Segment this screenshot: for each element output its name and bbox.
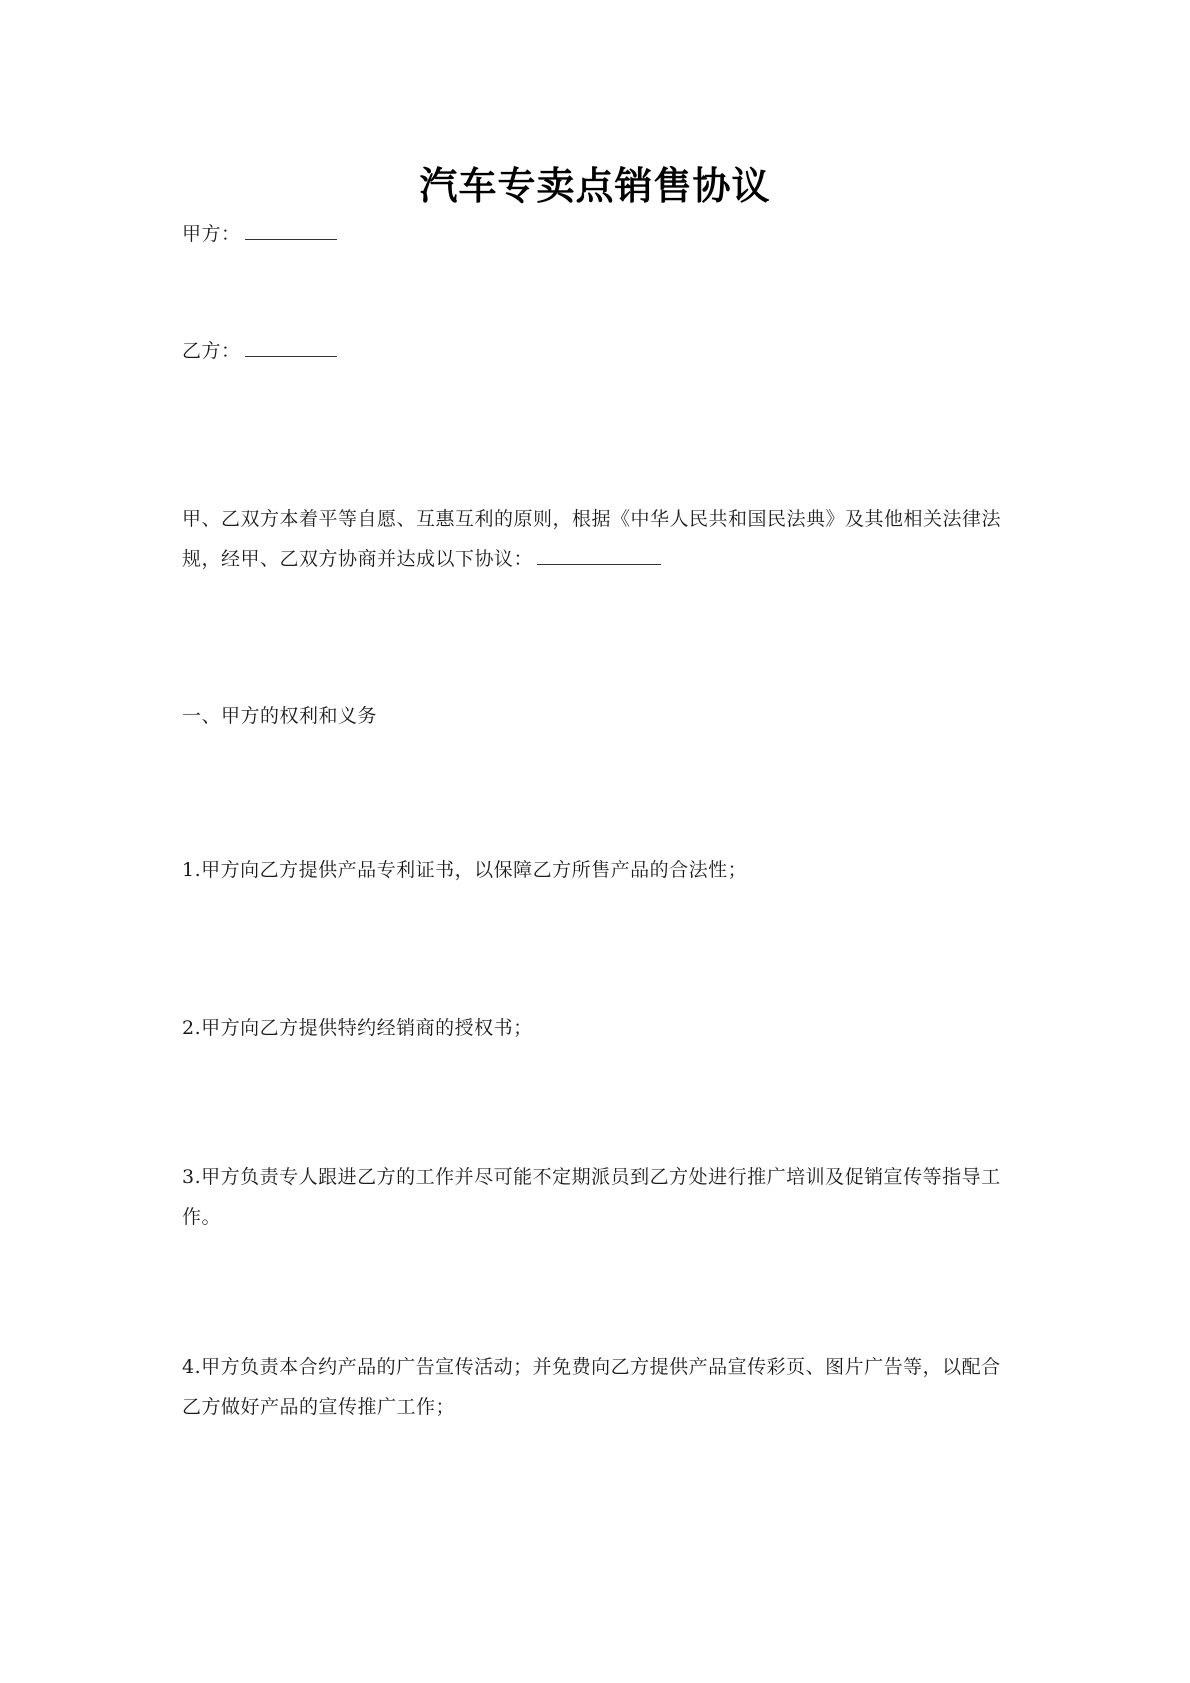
party-b-line: [182, 331, 1020, 371]
section-1-item-3: 3.甲方负责专人跟进乙方的工作并尽可能不定期派员到乙方处进行推广培训及促销宣传等指导工作。: [182, 1166, 1001, 1228]
preamble-text: 甲、乙双方本着平等自愿、互惠互利的原则，根据《中华人民共和国民法典》及其他相关法律法规，经甲、乙双方协商并达成以下协议：: [182, 508, 1002, 570]
party-a-label: 甲方：: [182, 223, 241, 245]
section-1-item-1: 1.甲方向乙方提供产品专利证书，以保障乙方所售产品的合法性；: [182, 859, 748, 881]
document-title: 汽车专卖点销售协议: [419, 164, 771, 208]
preamble-paragraph: [182, 499, 1020, 579]
party-a-blank-field[interactable]: [245, 221, 337, 240]
preamble-blank-field[interactable]: [537, 546, 661, 565]
party-b-label: 乙方：: [182, 340, 241, 362]
section-1-item-4: 4.甲方负责本合约产品的广告宣传活动；并免费向乙方提供产品宣传彩页、图片广告等，以配合乙方做好产品的宣传推广工作；: [182, 1356, 1001, 1418]
section-1-heading: 一、甲方的权利和义务: [182, 705, 378, 727]
section-1-item-2: 2.甲方向乙方提供特约经销商的授权书；: [182, 1017, 533, 1039]
party-b-blank-field[interactable]: [245, 338, 337, 357]
party-a-line: [182, 214, 1020, 254]
